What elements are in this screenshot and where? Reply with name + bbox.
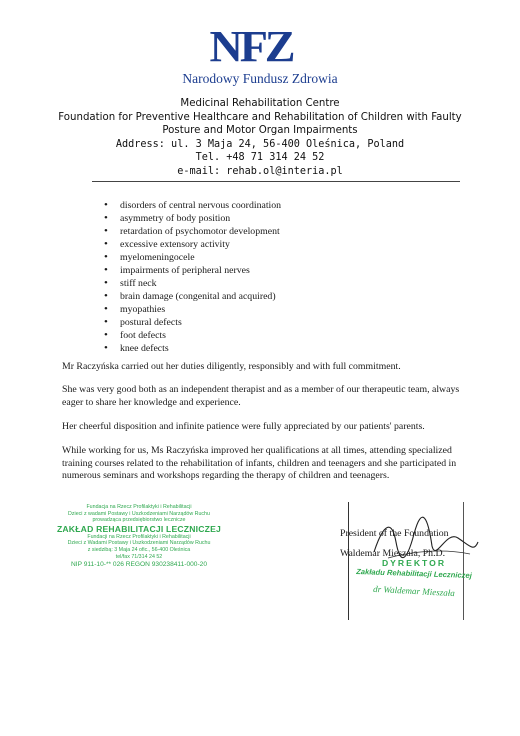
list-item: • postural defects bbox=[104, 316, 281, 329]
paragraph-duties: Mr Raczyńska carried out her duties diligently, responsibly and with full commitment. bbox=[62, 361, 401, 372]
stamp-nip-regon: NIP 911-10-** 026 REGON 930238411-000-20 bbox=[71, 561, 207, 569]
list-item: • impairments of peripheral nerves bbox=[104, 264, 281, 277]
header-line-1: Medicinal Rehabilitation Centre bbox=[180, 98, 340, 109]
letterhead bbox=[0, 97, 520, 179]
list-item: • retardation of psychomotor development bbox=[104, 225, 281, 238]
director-stamp bbox=[344, 558, 484, 599]
stamp-org: Zakładu Rehabilitacji Leczniczej bbox=[356, 566, 472, 581]
stamp-line: Fundacja na Rzecz Profilaktyki i Rehabilitacji bbox=[86, 504, 192, 510]
stamp-line: z siedzibą: 3 Maja 24 ofic., 56-400 Oleśnica bbox=[87, 546, 191, 553]
stamp-title: ZAKŁAD REHABILITACJI LECZNICZEJ bbox=[56, 523, 222, 534]
list-item: • asymmetry of body position bbox=[104, 212, 281, 225]
list-item: • brain damage (congenital and acquired) bbox=[104, 290, 281, 303]
nfz-logo bbox=[0, 22, 520, 90]
stamp-line: Dzieci z wadami Postawy i Uszkodzeniami Narządów Ruchu bbox=[68, 510, 210, 517]
header-divider bbox=[92, 181, 460, 182]
paragraph-qualifications: While working for us, Ms Raczyńska improved her qualifications at all times, attending specialized training courses related to the rehabilitation of infants, children and teenagers and she participated in numerous seminars and workshops regarding the therapy of children and teenagers. bbox=[62, 445, 457, 482]
stamp-name: dr Waldemar Mieszała bbox=[372, 583, 456, 599]
stamp-role: DYREKTOR bbox=[381, 558, 447, 568]
conditions-list bbox=[104, 199, 281, 355]
header-email: e-mail: rehab.ol@interia.pl bbox=[177, 165, 343, 177]
stamp-line: tel/fax 71/314 24 52 bbox=[115, 553, 163, 560]
stamp-line: prowadząca przedsiębiorstwo lecznicze bbox=[92, 517, 186, 524]
list-item: • myopathies bbox=[104, 303, 281, 316]
list-item: • knee defects bbox=[104, 342, 281, 355]
header-address: Address: ul. 3 Maja 24, 56-400 Oleśnica, Poland bbox=[115, 138, 405, 150]
list-item: • myelomeningocele bbox=[104, 251, 281, 264]
header-line-2: Foundation for Preventive Healthcare and Rehabilitation of Children with Faulty bbox=[58, 111, 462, 123]
signatory-name: Waldemar Mieszała, Ph.D. bbox=[340, 548, 446, 559]
list-item: • foot defects bbox=[104, 329, 281, 342]
logo-subtitle: Narodowy Fundusz Zdrowia bbox=[182, 71, 338, 86]
list-item: • stiff neck bbox=[104, 277, 281, 290]
stamp-line: Dzieci z Wadami Postawy i Uszkodzeniami Narządów Ruchu bbox=[67, 540, 211, 547]
stamp-line: Fundacji na Rzecz Profilaktyki i Rehabilitacji bbox=[87, 533, 191, 540]
foundation-stamp bbox=[34, 504, 244, 569]
list-item: • excessive extensory activity bbox=[104, 238, 281, 251]
paragraph-teamwork: She was very good both as an independent therapist and as a member of our therapeutic team, always eager to share her knowledge and experience. bbox=[62, 384, 460, 408]
list-item: • disorders of central nervous coordination bbox=[104, 199, 281, 212]
logo-mark: NFZ bbox=[209, 22, 293, 71]
paragraph-disposition: Her cheerful disposition and infinite patience were fully appreciated by our patients' parents. bbox=[62, 421, 425, 432]
header-line-3: Posture and Motor Organ Impairments bbox=[162, 125, 358, 137]
header-tel: Tel. +48 71 314 24 52 bbox=[195, 152, 325, 164]
signatory-title: President of the Foundation bbox=[340, 528, 449, 539]
